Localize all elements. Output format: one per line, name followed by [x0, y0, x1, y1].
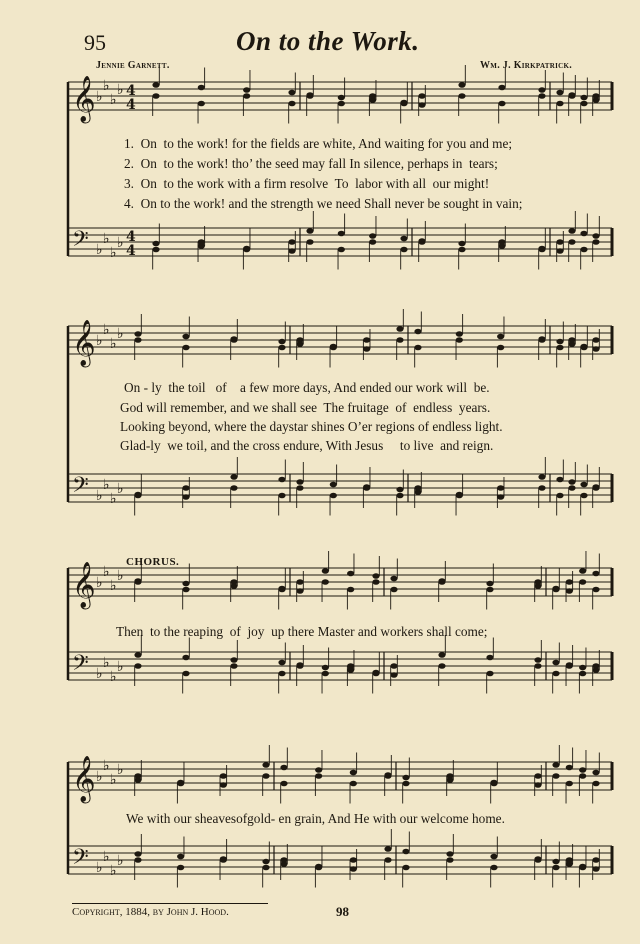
note-head [566, 588, 573, 594]
note-head [592, 781, 599, 787]
note-head [134, 493, 141, 499]
flat-sign: ♭ [103, 564, 110, 580]
note-head [278, 587, 285, 593]
note-head [458, 241, 465, 247]
note-head [580, 247, 587, 253]
treble-clef: 𝄞 [72, 76, 96, 122]
footer-rule [72, 903, 268, 904]
note-head [296, 588, 303, 594]
note-head [230, 485, 237, 491]
flat-sign: ♭ [110, 863, 117, 879]
note-head [347, 571, 354, 577]
note-head [262, 865, 269, 871]
note-head [534, 579, 541, 585]
note-head [592, 770, 599, 776]
verse-2-line-1: 2. On to the work! tho’ the seed may fall In silence, perhaps in tears; [124, 156, 498, 171]
flat-sign: ♭ [103, 78, 110, 94]
flat-sign: ♭ [103, 655, 110, 671]
flat-sign: ♭ [117, 762, 124, 778]
note-head [390, 587, 397, 593]
note-head [347, 587, 354, 593]
note-head [350, 866, 357, 872]
flat-sign: ♭ [117, 853, 124, 869]
note-head [402, 849, 409, 855]
note-head [230, 337, 237, 343]
note-head [182, 671, 189, 677]
note-head [486, 581, 493, 587]
flat-sign: ♭ [110, 491, 117, 507]
note-head [490, 781, 497, 787]
verse-3-line-1: 3. On to the work with a firm resolve To labor with all our might! [124, 176, 490, 191]
flat-sign: ♭ [117, 326, 124, 342]
note-head [456, 331, 463, 337]
flat-sign: ♭ [110, 772, 117, 788]
time-signature-bottom: 4 [126, 97, 136, 113]
treble-clef: 𝄞 [72, 756, 96, 802]
note-head [134, 652, 141, 658]
note-head [278, 671, 285, 677]
note-head [220, 773, 227, 779]
note-head [534, 782, 541, 788]
bass-clef: 𝄢 [72, 227, 89, 257]
note-head [288, 90, 295, 96]
note-head [288, 239, 295, 245]
note-head [538, 474, 545, 480]
flat-sign: ♭ [103, 231, 110, 247]
flat-sign: ♭ [96, 666, 103, 682]
note-head [552, 660, 559, 666]
note-head [384, 857, 391, 863]
treble-clef: 𝄞 [72, 320, 96, 366]
note-head [363, 346, 370, 352]
note-head [372, 573, 379, 579]
flat-sign: ♭ [103, 477, 110, 493]
note-head [296, 663, 303, 669]
note-head [552, 587, 559, 593]
note-head [568, 239, 575, 245]
chorus-line-2: We with our sheavesofgold- en grain, And He with our welcome home. [126, 811, 505, 826]
note-head [592, 233, 599, 239]
note-head [177, 865, 184, 871]
note-head [390, 672, 397, 678]
note-head [198, 101, 205, 107]
note-head [580, 95, 587, 101]
note-head [458, 82, 465, 88]
flat-sign: ♭ [103, 849, 110, 865]
note-head [580, 231, 587, 237]
note-head [498, 239, 505, 245]
note-head [322, 665, 329, 671]
note-head [579, 568, 586, 574]
bass-clef: 𝄢 [72, 651, 89, 681]
note-head [330, 482, 337, 488]
note-head [198, 239, 205, 245]
hymn-title: On to the Work. [236, 26, 420, 56]
note-head [230, 474, 237, 480]
note-head [490, 865, 497, 871]
note-head [446, 773, 453, 779]
note-head [322, 579, 329, 585]
note-head [538, 247, 545, 253]
note-head [134, 337, 141, 343]
verse-4-line-2: Glad-ly we toil, and the cross endure, With Jesus to live and reign. [120, 438, 494, 453]
note-head [579, 579, 586, 585]
note-head [579, 665, 586, 671]
note-head [182, 655, 189, 661]
note-head [278, 493, 285, 499]
flat-sign: ♭ [96, 333, 103, 349]
note-head [568, 337, 575, 343]
note-head [390, 663, 397, 669]
note-head [296, 579, 303, 585]
note-head [330, 493, 337, 499]
note-head [568, 228, 575, 234]
note-head [350, 781, 357, 787]
note-head [402, 865, 409, 871]
note-head [490, 854, 497, 860]
verse-1-line-1: 1. On to the work! for the fields are white, And waiting for you and me; [124, 136, 513, 151]
note-head [592, 866, 599, 872]
note-head [243, 93, 250, 99]
note-head [497, 334, 504, 340]
note-head [278, 477, 285, 483]
page-number: 98 [336, 904, 349, 919]
note-head [456, 337, 463, 343]
flat-sign: ♭ [110, 336, 117, 352]
note-head [568, 485, 575, 491]
note-head [418, 102, 425, 108]
note-head [315, 773, 322, 779]
note-head [363, 337, 370, 343]
note-head [458, 247, 465, 253]
note-head [486, 671, 493, 677]
note-head [580, 493, 587, 499]
note-head [568, 479, 575, 485]
note-head [262, 859, 269, 865]
note-head [414, 329, 421, 335]
note-head [498, 101, 505, 107]
note-head [556, 248, 563, 254]
note-head [177, 781, 184, 787]
note-head [338, 101, 345, 107]
note-head [592, 857, 599, 863]
note-head [396, 493, 403, 499]
note-head [592, 587, 599, 593]
note-head [347, 663, 354, 669]
note-head [566, 663, 573, 669]
note-head [306, 228, 313, 234]
note-head [414, 345, 421, 351]
note-head [556, 345, 563, 351]
note-head [152, 247, 159, 253]
note-head [134, 579, 141, 585]
note-head [134, 851, 141, 857]
note-head [177, 854, 184, 860]
note-head [580, 345, 587, 351]
note-head [296, 479, 303, 485]
note-head [182, 334, 189, 340]
flat-sign: ♭ [117, 568, 124, 584]
note-head [372, 671, 379, 677]
note-head [396, 487, 403, 493]
note-head [288, 101, 295, 107]
bass-clef: 𝄢 [72, 845, 89, 875]
note-head [402, 775, 409, 781]
note-head [369, 239, 376, 245]
note-head [288, 248, 295, 254]
note-head [384, 773, 391, 779]
note-head [278, 339, 285, 345]
note-head [538, 337, 545, 343]
treble-clef: 𝄞 [72, 562, 96, 608]
note-head [552, 773, 559, 779]
note-head [538, 87, 545, 93]
note-head [418, 239, 425, 245]
lyricist-credit: Jennie Garnett. [96, 60, 170, 71]
note-head [556, 477, 563, 483]
note-head [438, 663, 445, 669]
flat-sign: ♭ [117, 235, 124, 251]
time-signature-top: 4 [126, 229, 136, 245]
note-head [230, 657, 237, 663]
note-head [556, 493, 563, 499]
note-head [534, 857, 541, 863]
note-head [182, 345, 189, 351]
note-head [497, 485, 504, 491]
note-head [538, 485, 545, 491]
flat-sign: ♭ [96, 488, 103, 504]
note-head [486, 587, 493, 593]
note-head [338, 95, 345, 101]
note-head [152, 82, 159, 88]
note-head [220, 782, 227, 788]
note-head [556, 101, 563, 107]
note-head [556, 239, 563, 245]
chorus-label: CHORUS. [126, 556, 180, 568]
note-head [369, 93, 376, 99]
note-head [198, 85, 205, 91]
note-head [350, 770, 357, 776]
note-head [262, 773, 269, 779]
note-head [438, 579, 445, 585]
note-head [322, 671, 329, 677]
verse-2-line-2: God will remember, and we shall see The fruitage of endless years. [120, 400, 491, 415]
verse-1-line-2: On - ly the toil of a few more days, And ended our work will be. [124, 380, 490, 395]
note-head [338, 231, 345, 237]
note-head [396, 337, 403, 343]
flat-sign: ♭ [110, 245, 117, 261]
note-head [458, 93, 465, 99]
flat-sign: ♭ [110, 578, 117, 594]
note-head [280, 781, 287, 787]
note-head [400, 236, 407, 242]
note-head [446, 857, 453, 863]
note-head [182, 485, 189, 491]
chorus-line-1: Then to the reaping of joy up there Master and workers shall come; [116, 624, 488, 639]
flat-sign: ♭ [96, 860, 103, 876]
note-head [566, 579, 573, 585]
note-head [592, 337, 599, 343]
note-head [438, 652, 445, 658]
note-head [579, 773, 586, 779]
time-signature-bottom: 4 [126, 243, 136, 259]
flat-sign: ♭ [117, 82, 124, 98]
note-head [338, 247, 345, 253]
hymn-number: 95 [84, 30, 106, 55]
flat-sign: ♭ [96, 769, 103, 785]
note-head [497, 494, 504, 500]
note-head [306, 93, 313, 99]
note-head [592, 93, 599, 99]
note-head [534, 773, 541, 779]
note-head [486, 655, 493, 661]
note-head [556, 339, 563, 345]
note-head [390, 576, 397, 582]
note-head [534, 657, 541, 663]
note-head [566, 781, 573, 787]
note-head [592, 571, 599, 577]
note-head [322, 568, 329, 574]
note-head [280, 765, 287, 771]
bass-clef: 𝄢 [72, 473, 89, 503]
note-head [296, 337, 303, 343]
note-head [552, 865, 559, 871]
note-head [538, 93, 545, 99]
flat-sign: ♭ [117, 659, 124, 675]
note-head [243, 87, 250, 93]
note-head [134, 857, 141, 863]
flat-sign: ♭ [110, 92, 117, 108]
note-head [278, 345, 285, 351]
copyright-notice: Copyright, 1884, by John J. Hood. [72, 906, 229, 918]
note-head [552, 762, 559, 768]
note-head [592, 239, 599, 245]
note-head [579, 671, 586, 677]
flat-sign: ♭ [117, 481, 124, 497]
note-head [278, 660, 285, 666]
flat-sign: ♭ [96, 242, 103, 258]
note-head [579, 865, 586, 871]
note-head [315, 865, 322, 871]
note-head [315, 767, 322, 773]
note-head [363, 485, 370, 491]
note-head [134, 331, 141, 337]
flat-sign: ♭ [103, 758, 110, 774]
note-head [182, 494, 189, 500]
note-head [568, 93, 575, 99]
note-head [414, 485, 421, 491]
note-head [134, 773, 141, 779]
note-head [592, 663, 599, 669]
note-head [400, 247, 407, 253]
note-head [400, 101, 407, 107]
note-head [152, 241, 159, 247]
note-head [402, 781, 409, 787]
note-head [498, 85, 505, 91]
note-head [446, 851, 453, 857]
note-head [552, 859, 559, 865]
note-head [243, 247, 250, 253]
note-head [456, 493, 463, 499]
note-head [230, 663, 237, 669]
note-head [306, 239, 313, 245]
verse-3-line-2: Looking beyond, where the daystar shines O’er regions of endless light. [120, 419, 503, 434]
flat-sign: ♭ [96, 89, 103, 105]
time-signature-top: 4 [126, 83, 136, 99]
note-head [296, 485, 303, 491]
note-head [350, 857, 357, 863]
note-head [182, 581, 189, 587]
flat-sign: ♭ [110, 669, 117, 685]
note-head [566, 765, 573, 771]
composer-credit: Wm. J. Kirkpatrick. [480, 60, 573, 71]
note-head [220, 857, 227, 863]
note-head [580, 482, 587, 488]
flat-sign: ♭ [103, 322, 110, 338]
note-head [580, 101, 587, 107]
note-head [566, 857, 573, 863]
note-head [534, 663, 541, 669]
note-head [182, 587, 189, 593]
note-head [579, 767, 586, 773]
note-head [384, 846, 391, 852]
note-head [330, 345, 337, 351]
note-head [134, 663, 141, 669]
note-head [369, 233, 376, 239]
flat-sign: ♭ [96, 575, 103, 591]
note-head [592, 485, 599, 491]
note-head [418, 93, 425, 99]
note-head [230, 579, 237, 585]
note-head [262, 762, 269, 768]
verse-4-line-1: 4. On to the work! and the strength we need Shall never be sought in vain; [124, 196, 523, 211]
note-head [556, 90, 563, 96]
note-head [152, 93, 159, 99]
note-head [396, 326, 403, 332]
note-head [372, 579, 379, 585]
note-head [592, 346, 599, 352]
note-head [280, 857, 287, 863]
note-head [552, 671, 559, 677]
note-head [497, 345, 504, 351]
